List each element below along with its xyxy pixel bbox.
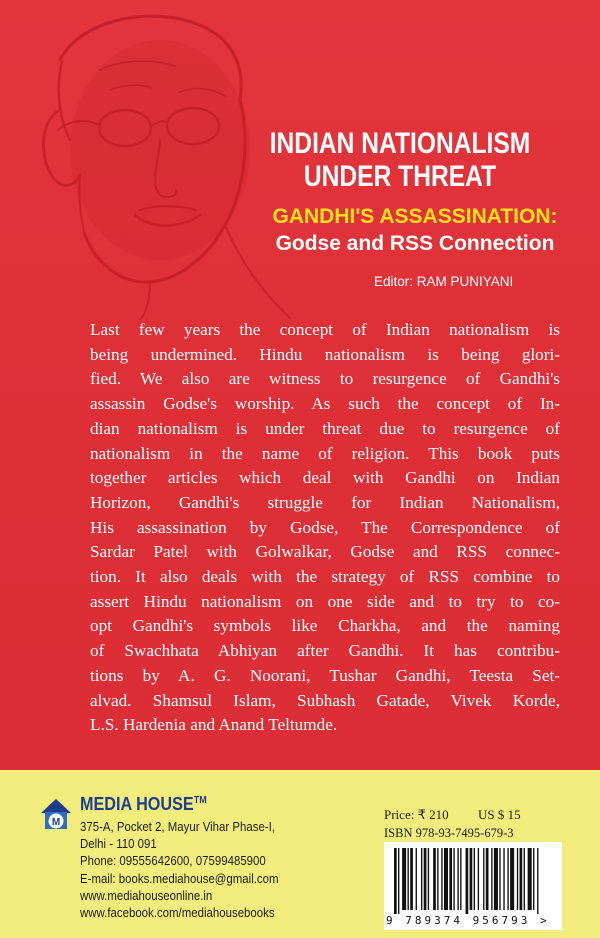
blurb-line: Sardar Patel with Golwalkar, Godse and RSS connec-	[90, 542, 560, 562]
book-subtitle-yellow: GANDHI'S ASSASSINATION:	[272, 205, 558, 228]
publisher-address-line-1: 375-A, Pocket 2, Mayur Vihar Phase-I,	[80, 819, 276, 834]
book-title-line-1: INDIAN NATIONALISM	[269, 127, 531, 160]
blurb-line: opt Gandhi's symbols like Charkha, and the naming	[90, 616, 560, 636]
blurb-line: tion. It also deals with the strategy of RSS combine to	[90, 567, 560, 587]
blurb-line: assert Hindu nationalism on one side and to try to co-	[90, 591, 560, 611]
blurb-line: alvad. Shamsul Islam, Subhash Gatade, Vivek Korde,	[90, 690, 560, 710]
publisher-email: E-mail: books.mediahouse@gmail.com	[80, 870, 279, 886]
blurb-line: being undermined. Hindu nationalism is being glori-	[90, 344, 560, 364]
blurb-line: Horizon, Gandhi's struggle for Indian Nationalism,	[90, 492, 560, 512]
book-title-line-2: UNDER THREAT	[303, 160, 497, 193]
blurb-line: nationalism in the name of religion. This book puts	[90, 443, 560, 463]
blurb-line: fied. We also are witness to resurgence of Gandhi's	[90, 369, 560, 389]
trademark-mark: TM	[193, 795, 207, 806]
blurb-line: Last few years the concept of Indian nationalism is	[90, 320, 560, 339]
blurb-line: of Swachhata Abhiyan after Gandhi. It has contribu-	[90, 641, 560, 661]
editor-credit: Editor: RAM PUNIYANI	[374, 274, 514, 289]
price-inr: Price: ₹ 210	[384, 807, 449, 822]
blurb-line: L.S. Hardenia and Anand Teltumde.	[90, 715, 338, 735]
book-subtitle-white: Godse and RSS Connection	[275, 232, 555, 255]
barcode-bars-icon	[384, 842, 562, 914]
publisher-phone: Phone: 09555642600, 07599485900	[80, 853, 266, 869]
blurb-line: together articles which deal with Gandhi on Indian	[90, 468, 560, 488]
book-title	[200, 127, 600, 193]
isbn-barcode	[384, 842, 562, 930]
publisher-contact	[80, 818, 279, 921]
publisher-facebook: www.facebook.com/mediahousebooks	[80, 905, 275, 921]
blurb-line: His assassination by Godse, The Correspondence of	[90, 517, 560, 537]
price-row	[384, 807, 521, 823]
blurb-line: assassin Godse's worship. As such the concept of In-	[90, 394, 560, 414]
blurb-line: tions by A. G. Noorani, Tushar Gandhi, Teesta Set-	[90, 665, 560, 685]
svg-text:M: M	[51, 817, 61, 828]
publisher-name	[80, 794, 207, 815]
publisher-website: www.mediahouseonline.in	[80, 887, 213, 903]
media-house-logo-icon	[39, 797, 73, 831]
blurb-line: dian nationalism is under threat due to resurgence of	[90, 418, 560, 438]
price-usd: US $ 15	[478, 807, 521, 822]
isbn-number: ISBN 978-93-7495-679-3	[384, 826, 514, 840]
back-cover-blurb	[90, 318, 560, 738]
barcode-digits: 9 789374 956793 >	[386, 914, 550, 927]
publisher-address-line-2: Delhi - 110 091	[80, 836, 157, 852]
publisher-name-text: MEDIA HOUSE	[80, 794, 194, 814]
